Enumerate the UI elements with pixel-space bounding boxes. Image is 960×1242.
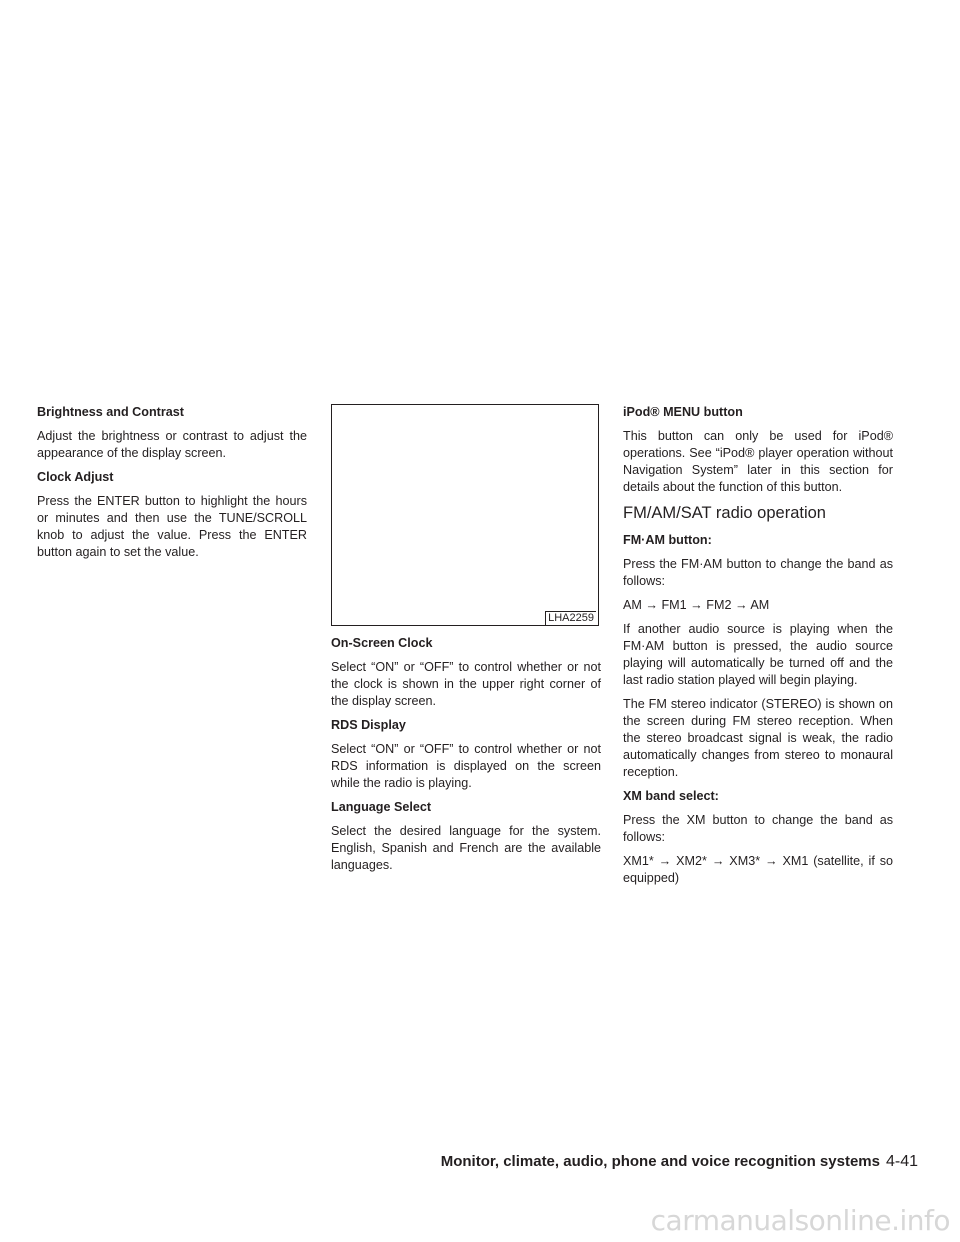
right-column: [623, 404, 893, 894]
paragraph-fm-am-sequence: AM → FM1 → FM2 → AM: [623, 598, 770, 612]
left-column: [37, 404, 307, 568]
heading-language-select: Language Select: [331, 800, 432, 814]
section-title-radio-operation: FM/AM/SAT radio operation: [623, 504, 826, 522]
paragraph-brightness-contrast: Adjust the brightness or contrast to adjust the appearance of the display screen.: [37, 429, 307, 460]
paragraph-rds-display: Select “ON” or “OFF” to control whether or not RDS information is displayed on the screen while the radio is playing.: [331, 742, 601, 790]
paragraph-ipod-menu-button: This button can only be used for iPod® operations. See “iPod® player operation without Navigation System” later in this section for details about the function of this button.: [623, 429, 893, 494]
heading-fm-am-button: FM·AM button:: [623, 533, 712, 547]
paragraph-xm-sequence: XM1* → XM2* → XM3* → XM1 (satellite, if so equipped): [623, 854, 893, 885]
figure-label: LHA2259: [545, 611, 596, 625]
paragraph-fm-am-source: If another audio source is playing when the FM·AM button is pressed, the audio source playing will automatically be turned off and the last radio station played will begin playing.: [623, 622, 893, 687]
page-footer: [0, 1153, 960, 1171]
heading-ipod-menu-button: iPod® MENU button: [623, 405, 743, 419]
heading-brightness-contrast: Brightness and Contrast: [37, 405, 184, 419]
heading-xm-band-select: XM band select:: [623, 789, 719, 803]
paragraph-clock-adjust: Press the ENTER button to highlight the hours or minutes and then use the TUNE/SCROLL knob to adjust the value. Press the ENTER button again to set the value.: [37, 494, 307, 559]
figure-illustration: [331, 404, 599, 626]
paragraph-fm-am-intro: Press the FM·AM button to change the band as follows:: [623, 557, 893, 588]
paragraph-xm-intro: Press the XM button to change the band as follows:: [623, 813, 893, 844]
paragraph-on-screen-clock: Select “ON” or “OFF” to control whether or not the clock is shown in the upper right corner of the display screen.: [331, 660, 601, 708]
heading-clock-adjust: Clock Adjust: [37, 470, 114, 484]
heading-on-screen-clock: On-Screen Clock: [331, 636, 433, 650]
footer-chapter-title: Monitor, climate, audio, phone and voice recognition systems: [440, 1153, 880, 1170]
paragraph-language-select: Select the desired language for the system. English, Spanish and French are the available languages.: [331, 824, 601, 872]
watermark: carmanualsonline.info: [650, 1204, 950, 1237]
footer-page-number: 4-41: [885, 1153, 918, 1170]
heading-rds-display: RDS Display: [331, 718, 406, 732]
middle-column: [331, 635, 601, 881]
paragraph-stereo-indicator: The FM stereo indicator (STEREO) is shown on the screen during FM stereo reception. When the stereo broadcast signal is weak, the radio automatically changes from stereo to monaural reception.: [623, 697, 893, 779]
